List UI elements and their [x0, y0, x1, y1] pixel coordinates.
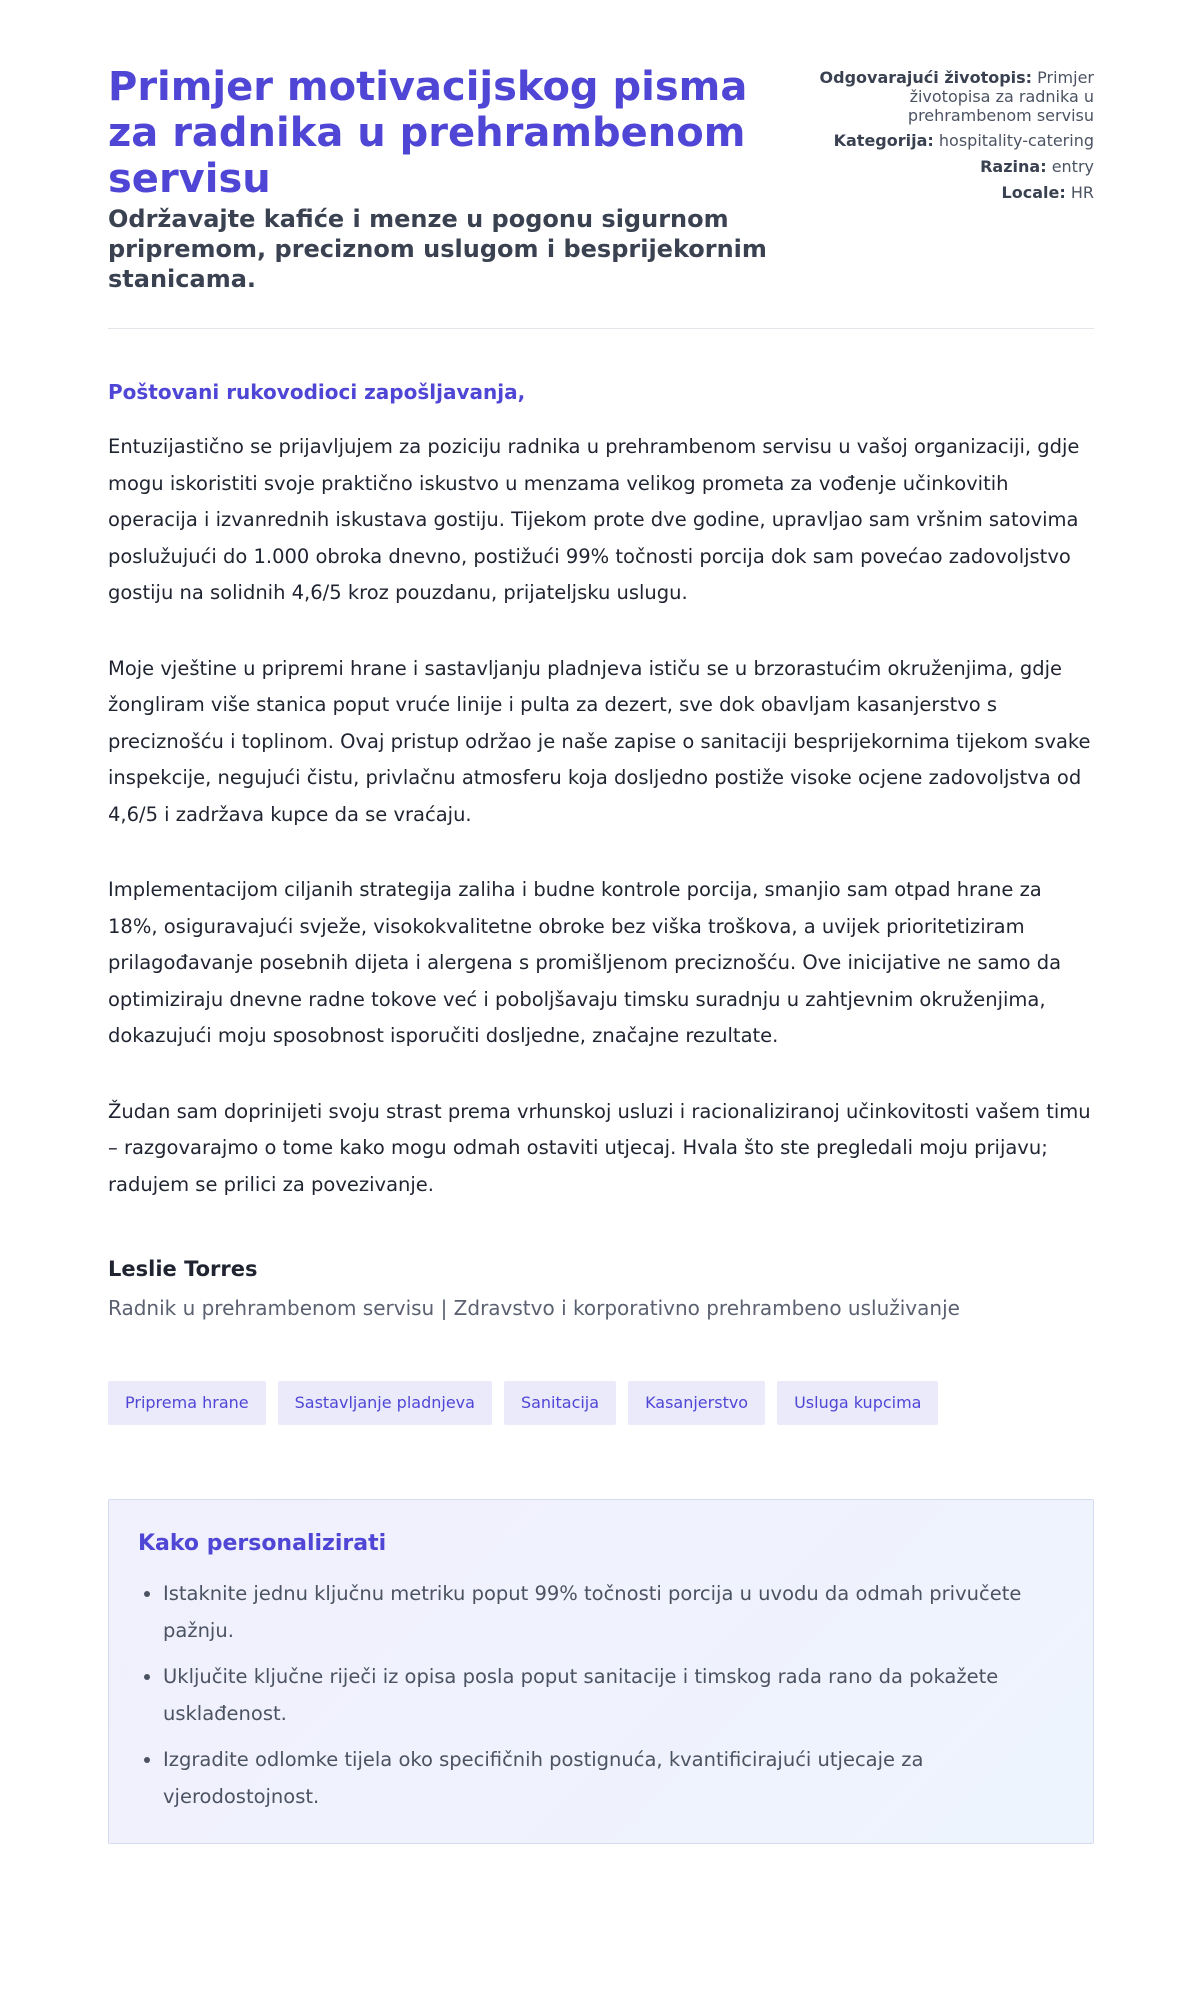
title-block [108, 64, 768, 294]
skill-tag: Kasanjerstvo [628, 1381, 765, 1425]
page-header [108, 64, 1094, 294]
tip-item: • Istaknite jednu ključnu metriku poput 99% točnosti porcija u uvodu da odmah privučete pažnju. [163, 1576, 1064, 1649]
meta-category [794, 131, 1094, 150]
skill-tag: Sanitacija [504, 1381, 616, 1425]
personalization-tips [108, 1499, 1094, 1844]
meta-value: entry [1051, 157, 1094, 176]
signature-title: Radnik u prehrambenom servisu | Zdravstvo i korporativno prehrambeno usluživanje [108, 1296, 960, 1320]
meta-locale [794, 183, 1094, 202]
meta-panel [794, 64, 1094, 209]
meta-key: Locale: [1001, 183, 1066, 202]
meta-matching-resume [794, 68, 1094, 125]
letter-greeting: Poštovani rukovodioci zapošljavanja, [108, 380, 526, 404]
cover-letter-page [108, 64, 1094, 1844]
letter-paragraph: Žudan sam doprinijeti svoju strast prema vrhunskoj usluzi i racionaliziranoj učinkovitosti vašem timu – razgovarajmo o tome kako mogu odmah ostaviti utjecaj. Hvala što ste pregledali moju prijavu; radujem se prilici za povezivanje. [108, 1099, 1091, 1196]
skill-tags [108, 1381, 1094, 1425]
signature-name: Leslie Torres [108, 1257, 258, 1281]
skill-tag: Priprema hrane [108, 1381, 266, 1425]
tip-item: • Uključite ključne riječi iz opisa posla poput sanitacije i timskog rada rano da pokažete usklađenost. [163, 1659, 1064, 1732]
page-title: Primjer motivacijskog pisma za radnika u prehrambenom servisu [108, 64, 748, 202]
meta-value: HR [1070, 183, 1094, 202]
signature-block [108, 1255, 1094, 1321]
skill-tag: Usluga kupcima [777, 1381, 938, 1425]
letter-paragraph: Implementacijom ciljanih strategija zaliha i budne kontrole porcija, smanjio sam otpad hrane za 18%, osiguravajući svježe, visokokvalitetne obroke bez viška troškova, a uvijek prioritetiziram prilagođavanje posebnih dijeta i alergena s promišljenom preciznošću. Ove inicijative ne samo da optimiziraju dnevne radne tokove već i poboljšavaju timsku suradnju u zahtjevnim okruženjima, dokazujući moju sposobnost isporučiti dosljedne, značajne rezultate. [108, 878, 1062, 1047]
page-subtitle: Održavajte kafiće i menze u pogonu sigurnom pripremom, preciznom uslugom i besprijekornim stanicama. [108, 205, 767, 293]
tips-title: Kako personalizirati [138, 1531, 387, 1556]
meta-key: Kategorija: [833, 131, 934, 150]
meta-key: Odgovarajući životopis: [819, 68, 1033, 87]
tip-item: • Izgradite odlomke tijela oko specifičnih postignuća, kvantificirajući utjecaje za vjerodostojnost. [163, 1742, 1064, 1815]
letter-paragraph: Entuzijastično se prijavljujem za poziciju radnika u prehrambenom servisu u vašoj organizaciji, gdje mogu iskoristiti svoje praktično iskustvo u menzama velikog prometa za vođenje učinkovitih operacija i izvanrednih iskustava gostiju. Tijekom prote dve godine, upravljao sam vršnim satovima poslužujući do 1.000 obroka dnevno, postižući 99% točnosti porcija dok sam povećao zadovoljstvo gostiju na solidnih 4,6/5 kroz pouzdanu, prijateljsku uslugu. [108, 435, 1080, 604]
tips-list [138, 1576, 1064, 1815]
letter-paragraphs [108, 429, 1094, 1203]
meta-value: hospitality-catering [938, 131, 1094, 150]
skill-tag: Sastavljanje pladnjeva [278, 1381, 492, 1425]
meta-level [794, 157, 1094, 176]
header-divider [108, 328, 1094, 329]
letter-paragraph: Moje vještine u pripremi hrane i sastavljanju pladnjeva ističu se u brzorastućim okruženjima, gdje žongliram više stanica poput vruće linije i pulta za dezert, sve dok obavljam kasanjerstvo s preciznošću i toplinom. Ovaj pristup održao je naše zapise o sanitaciji besprijekornima tijekom svake inspekcije, negujući čistu, privlačnu atmosferu koja dosljedno postiže visoke ocjene zadovoljstva od 4,6/5 i zadržava kupce da se vraćaju. [108, 656, 1091, 826]
meta-key: Razina: [980, 157, 1047, 176]
meta-value-link[interactable]: Primjer životopisa za radnika u prehrambenom servisu [907, 68, 1094, 125]
letter-body [108, 379, 1094, 1203]
